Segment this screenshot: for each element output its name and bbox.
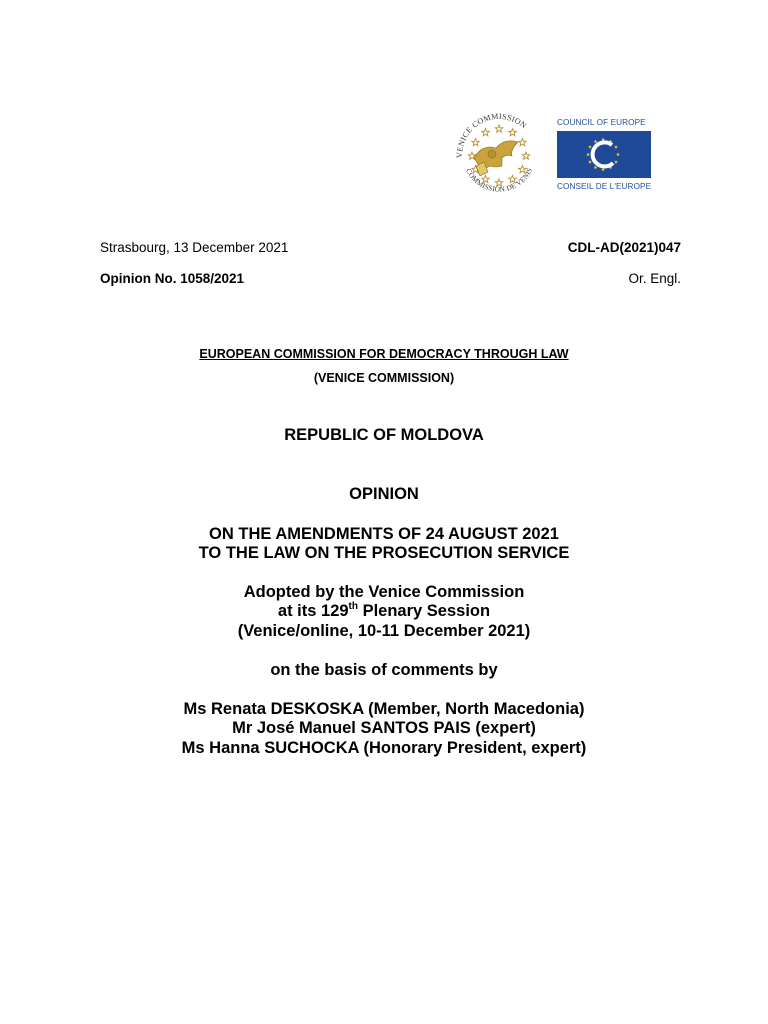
coe-star-icon bbox=[614, 145, 618, 149]
expert-1: Ms Renata DESKOSKA (Member, North Macedonia) bbox=[183, 700, 585, 718]
council-of-europe-logo bbox=[557, 118, 653, 198]
coe-label-bottom: CONSEIL DE L'EUROPE bbox=[557, 182, 652, 191]
expert-3: Ms Hanna SUCHOCKA (Honorary President, expert) bbox=[181, 739, 587, 757]
venice-star-icon bbox=[495, 125, 503, 132]
expert-2: Mr José Manuel SANTOS PAIS (expert) bbox=[232, 719, 536, 737]
venice-star-icon bbox=[509, 129, 517, 136]
coe-flag bbox=[557, 131, 651, 178]
venice-star-icon bbox=[522, 152, 530, 159]
coe-star-icon bbox=[588, 145, 592, 149]
coe-stars-icon bbox=[557, 131, 651, 178]
coe-star-icon bbox=[616, 153, 620, 157]
venice-star-icon bbox=[472, 139, 480, 146]
coe-star-icon bbox=[614, 160, 618, 164]
adoption-line-3: (Venice/online, 10-11 December 2021) bbox=[237, 622, 531, 640]
venice-star-icon bbox=[519, 139, 527, 146]
adoption-line-1: Adopted by the Venice Commission bbox=[243, 583, 525, 601]
venice-star-icon bbox=[495, 179, 503, 186]
coe-star-icon bbox=[586, 153, 590, 157]
country-heading: REPUBLIC OF MOLDOVA bbox=[284, 426, 484, 444]
coe-star-icon bbox=[594, 140, 598, 144]
document-reference: CDL-AD(2021)047 bbox=[567, 240, 681, 255]
venice-lion-emblem-icon bbox=[452, 108, 546, 204]
adoption-line-2: at its 129th Plenary Session bbox=[277, 600, 491, 620]
svg-text:VENICE COMMISSION: VENICE COMMISSION bbox=[454, 111, 529, 159]
organisation-short-name: (VENICE COMMISSION) bbox=[313, 371, 455, 385]
venice-star-icon bbox=[482, 129, 490, 136]
organisation-name: EUROPEAN COMMISSION FOR DEMOCRACY THROUGH LAW bbox=[199, 347, 569, 361]
original-language: Or. Engl. bbox=[628, 271, 681, 286]
svg-text:COMMISSION DE VENISE: COMMISSION DE VENIS bbox=[464, 166, 535, 194]
subject-line-2: TO THE LAW ON THE PROSECUTION SERVICE bbox=[198, 544, 570, 562]
venice-commission-logo bbox=[452, 108, 546, 204]
coe-star-icon bbox=[588, 160, 592, 164]
document-type: OPINION bbox=[349, 485, 419, 503]
subject-line-1: ON THE AMENDMENTS OF 24 AUGUST 2021 bbox=[209, 525, 559, 543]
opinion-number: Opinion No. 1058/2021 bbox=[100, 271, 245, 286]
place-date: Strasbourg, 13 December 2021 bbox=[100, 240, 289, 255]
basis-intro: on the basis of comments by bbox=[270, 661, 498, 679]
coe-label-top: COUNCIL OF EUROPE bbox=[557, 118, 646, 127]
